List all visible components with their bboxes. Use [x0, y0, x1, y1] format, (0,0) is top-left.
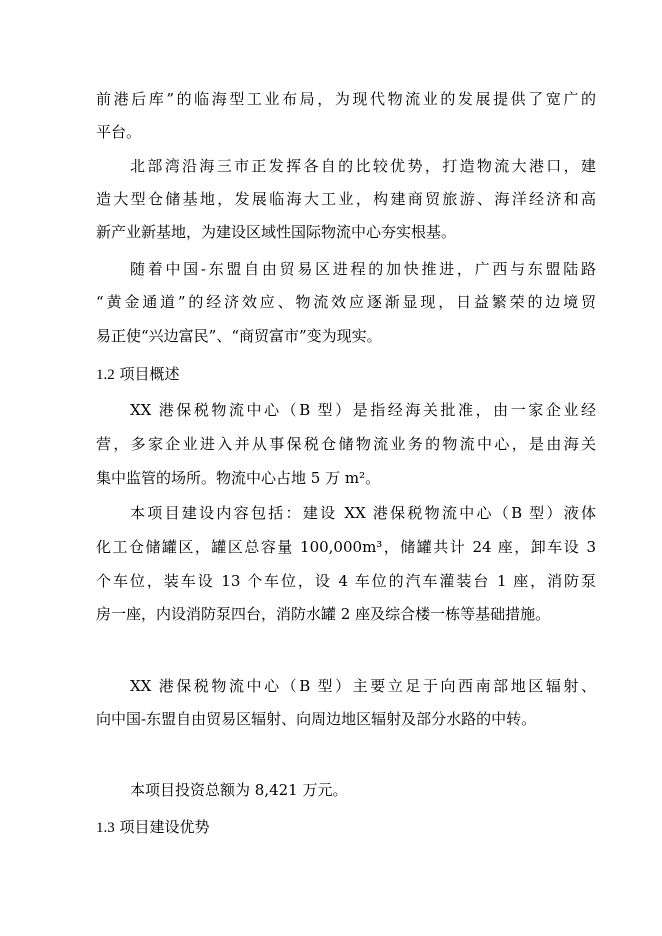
paragraph-2-line-2: 造大型仓储基地，发展临海大工业，构建商贸旅游、海洋经济和高 [96, 190, 596, 208]
paragraph-3-line-1: 随着中国-东盟自由贸易区进程的加快推进，广西与东盟陆路 [130, 260, 596, 278]
paragraph-3-line-2: “黄金通道”的经济效应、物流效应逐渐显现，日益繁荣的边境贸 [96, 293, 596, 311]
paragraph-5-line-2: 化工仓储罐区，罐区总容量 100,000m³，储罐共计 24 座，卸车设 3 [96, 538, 596, 556]
paragraph-7-line-1: 本项目投资总额为 8,421 万元。 [130, 781, 348, 799]
paragraph-5-line-4: 房一座，内设消防泵四台，消防水罐 2 座及综合楼一栋等基础措施。 [96, 605, 551, 623]
section-number: 1.2 [96, 367, 115, 383]
paragraph-4-line-1: XX 港保税物流中心（B 型）是指经海关批准，由一家企业经 [130, 401, 596, 419]
section-title: 项目建设优势 [119, 818, 210, 836]
paragraph-5-line-1: 本项目建设内容包括：建设 XX 港保税物流中心（B 型）液体 [130, 504, 596, 522]
paragraph-2-line-3: 新产业新基地，为建设区域性国际物流中心夯实根基。 [96, 223, 457, 241]
paragraph-1-line-2: 平台。 [96, 123, 142, 141]
paragraph-3-line-3: 易正使“兴边富民”、“商贸富市”变为现实。 [96, 327, 382, 345]
paragraph-4-line-2: 营，多家企业进入并从事保税仓储物流业务的物流中心，是由海关 [96, 435, 596, 453]
paragraph-6-line-1: XX 港保税物流中心（B 型）主要立足于向西南部地区辐射、 [130, 677, 596, 695]
paragraph-6-line-2: 向中国-东盟自由贸易区辐射、向周边地区辐射及部分水路的中转。 [96, 710, 537, 728]
section-heading-1-2 [96, 364, 180, 385]
section-number: 1.3 [96, 820, 115, 836]
paragraph-5-line-3: 个车位，装车设 13 个车位，设 4 车位的汽车灌装台 1 座，消防泵 [96, 572, 596, 590]
section-heading-1-3 [96, 817, 210, 838]
section-title: 项目概述 [119, 365, 180, 383]
paragraph-4-line-3: 集中监管的场所。物流中心占地 5 万 m²。 [96, 469, 381, 487]
paragraph-2-line-1: 北部湾沿海三市正发挥各自的比较优势，打造物流大港口，建 [130, 157, 596, 175]
paragraph-1-line-1: 前港后库”的临海型工业布局，为现代物流业的发展提供了宽广的 [96, 90, 596, 108]
